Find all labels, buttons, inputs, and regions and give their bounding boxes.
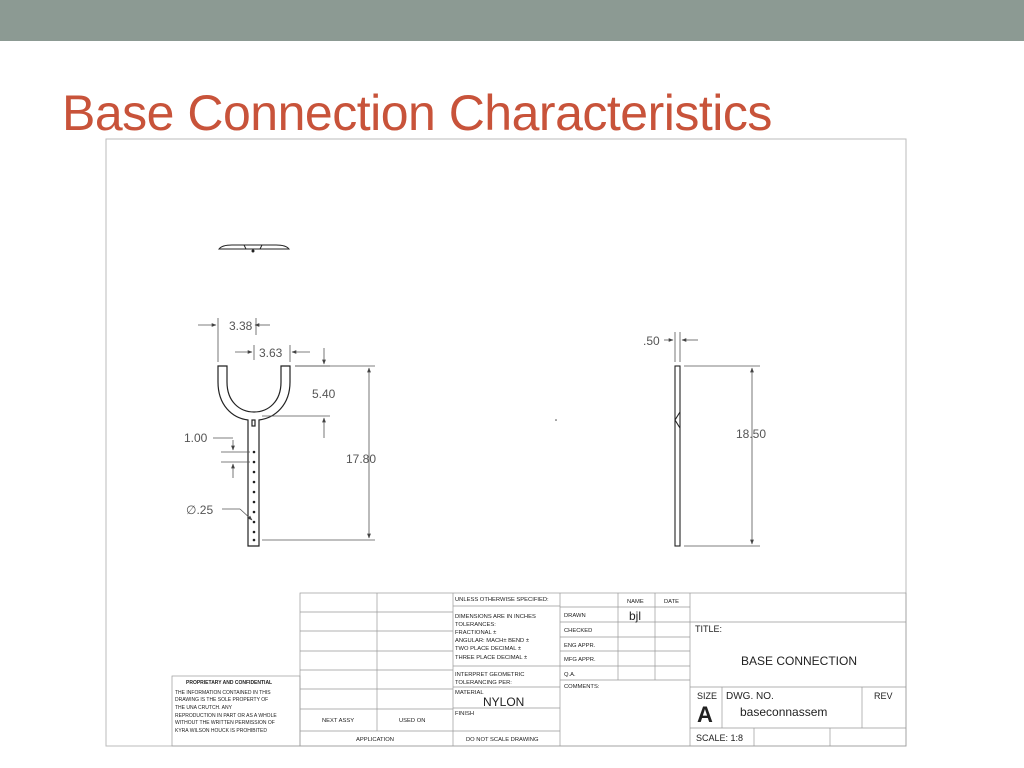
- center-dot: [555, 419, 557, 421]
- svg-text:FRACTIONAL ±: FRACTIONAL ±: [455, 630, 497, 636]
- dim-hole-diameter: ∅.25: [186, 503, 214, 517]
- svg-text:UNLESS OTHERWISE SPECIFIED:: UNLESS OTHERWISE SPECIFIED:: [455, 597, 549, 603]
- dim-hole-spacing: 1.00: [184, 431, 208, 445]
- top-view: [219, 245, 289, 252]
- front-view-holes: [253, 451, 256, 542]
- svg-text:PROPRIETARY AND CONFIDENTIAL: PROPRIETARY AND CONFIDENTIAL: [186, 680, 273, 686]
- svg-text:WITHOUT THE WRITTEN PERMISSION: WITHOUT THE WRITTEN PERMISSION OF: [175, 720, 275, 726]
- scale-label: SCALE: 1:8: [696, 733, 744, 743]
- dwg-no-label: DWG. NO.: [726, 691, 774, 702]
- svg-text:NAME: NAME: [627, 599, 644, 605]
- drawing-title-value: BASE CONNECTION: [741, 654, 858, 668]
- slide-title: Base Connection Characteristics: [62, 85, 772, 141]
- svg-text:DATE: DATE: [664, 599, 680, 605]
- svg-text:Q.A.: Q.A.: [564, 672, 576, 678]
- svg-text:DO NOT SCALE DRAWING: DO NOT SCALE DRAWING: [466, 737, 539, 743]
- svg-text:TOLERANCES:: TOLERANCES:: [455, 622, 496, 628]
- proprietary-text: [175, 680, 277, 734]
- svg-text:DRAWING IS THE SOLE PROPERTY O: DRAWING IS THE SOLE PROPERTY OF: [175, 697, 269, 703]
- dim-thickness: .50: [643, 334, 660, 348]
- title-block-values: [483, 609, 893, 743]
- svg-text:KYRA WILSON HOUCK IS PROHIBITE: KYRA WILSON HOUCK IS PROHIBITED: [175, 728, 267, 734]
- title-block-grid: [300, 593, 906, 746]
- svg-text:DIMENSIONS ARE IN INCHES: DIMENSIONS ARE IN INCHES: [455, 614, 536, 620]
- svg-text:TOLERANCING PER:: TOLERANCING PER:: [455, 680, 512, 686]
- svg-text:COMMENTS:: COMMENTS:: [564, 684, 600, 690]
- drawn-by-value: bjl: [629, 609, 642, 623]
- side-view-part: [675, 366, 680, 546]
- svg-text:THE UNA CRUTCH. ANY: THE UNA CRUTCH. ANY: [175, 705, 232, 711]
- svg-text:USED ON: USED ON: [399, 718, 426, 724]
- dim-fork-depth: 5.40: [312, 387, 336, 401]
- svg-text:ANGULAR: MACH± BEND ±: ANGULAR: MACH± BEND ±: [455, 638, 530, 644]
- svg-text:THE INFORMATION CONTAINED IN T: THE INFORMATION CONTAINED IN THIS: [175, 690, 271, 696]
- rev-label: REV: [874, 691, 893, 701]
- size-label: SIZE: [697, 691, 718, 701]
- svg-text:DRAWN: DRAWN: [564, 613, 586, 619]
- svg-text:ENG APPR.: ENG APPR.: [564, 643, 596, 649]
- dim-width-inner: 3.63: [259, 346, 283, 360]
- svg-text:CHECKED: CHECKED: [564, 628, 593, 634]
- side-view-dimension-labels: [643, 334, 766, 441]
- dwg-no-value: baseconnassem: [740, 705, 828, 719]
- svg-text:FINISH: FINISH: [455, 711, 475, 717]
- title-label: TITLE:: [695, 624, 723, 634]
- svg-text:MFG APPR.: MFG APPR.: [564, 657, 596, 663]
- proprietary-box: [172, 676, 300, 746]
- svg-text:THREE PLACE DECIMAL ±: THREE PLACE DECIMAL ±: [455, 655, 528, 661]
- svg-text:INTERPRET GEOMETRIC: INTERPRET GEOMETRIC: [455, 672, 525, 678]
- dim-total-height: 17.80: [346, 452, 377, 466]
- svg-text:NEXT ASSY: NEXT ASSY: [322, 718, 355, 724]
- material-value: NYLON: [483, 695, 525, 709]
- svg-text:APPLICATION: APPLICATION: [356, 737, 394, 743]
- svg-text:REPRODUCTION IN PART OR AS A W: REPRODUCTION IN PART OR AS A WHOLE: [175, 713, 277, 719]
- svg-text:TWO PLACE DECIMAL ±: TWO PLACE DECIMAL ±: [455, 646, 522, 652]
- size-value: A: [697, 702, 713, 727]
- front-view-part: [218, 366, 290, 546]
- svg-text:MATERIAL: MATERIAL: [455, 690, 484, 696]
- dim-width-outer: 3.38: [229, 319, 253, 333]
- front-view-dimensions: [198, 318, 375, 540]
- dim-side-height: 18.50: [736, 427, 767, 441]
- front-view-dimension-labels: [184, 319, 376, 517]
